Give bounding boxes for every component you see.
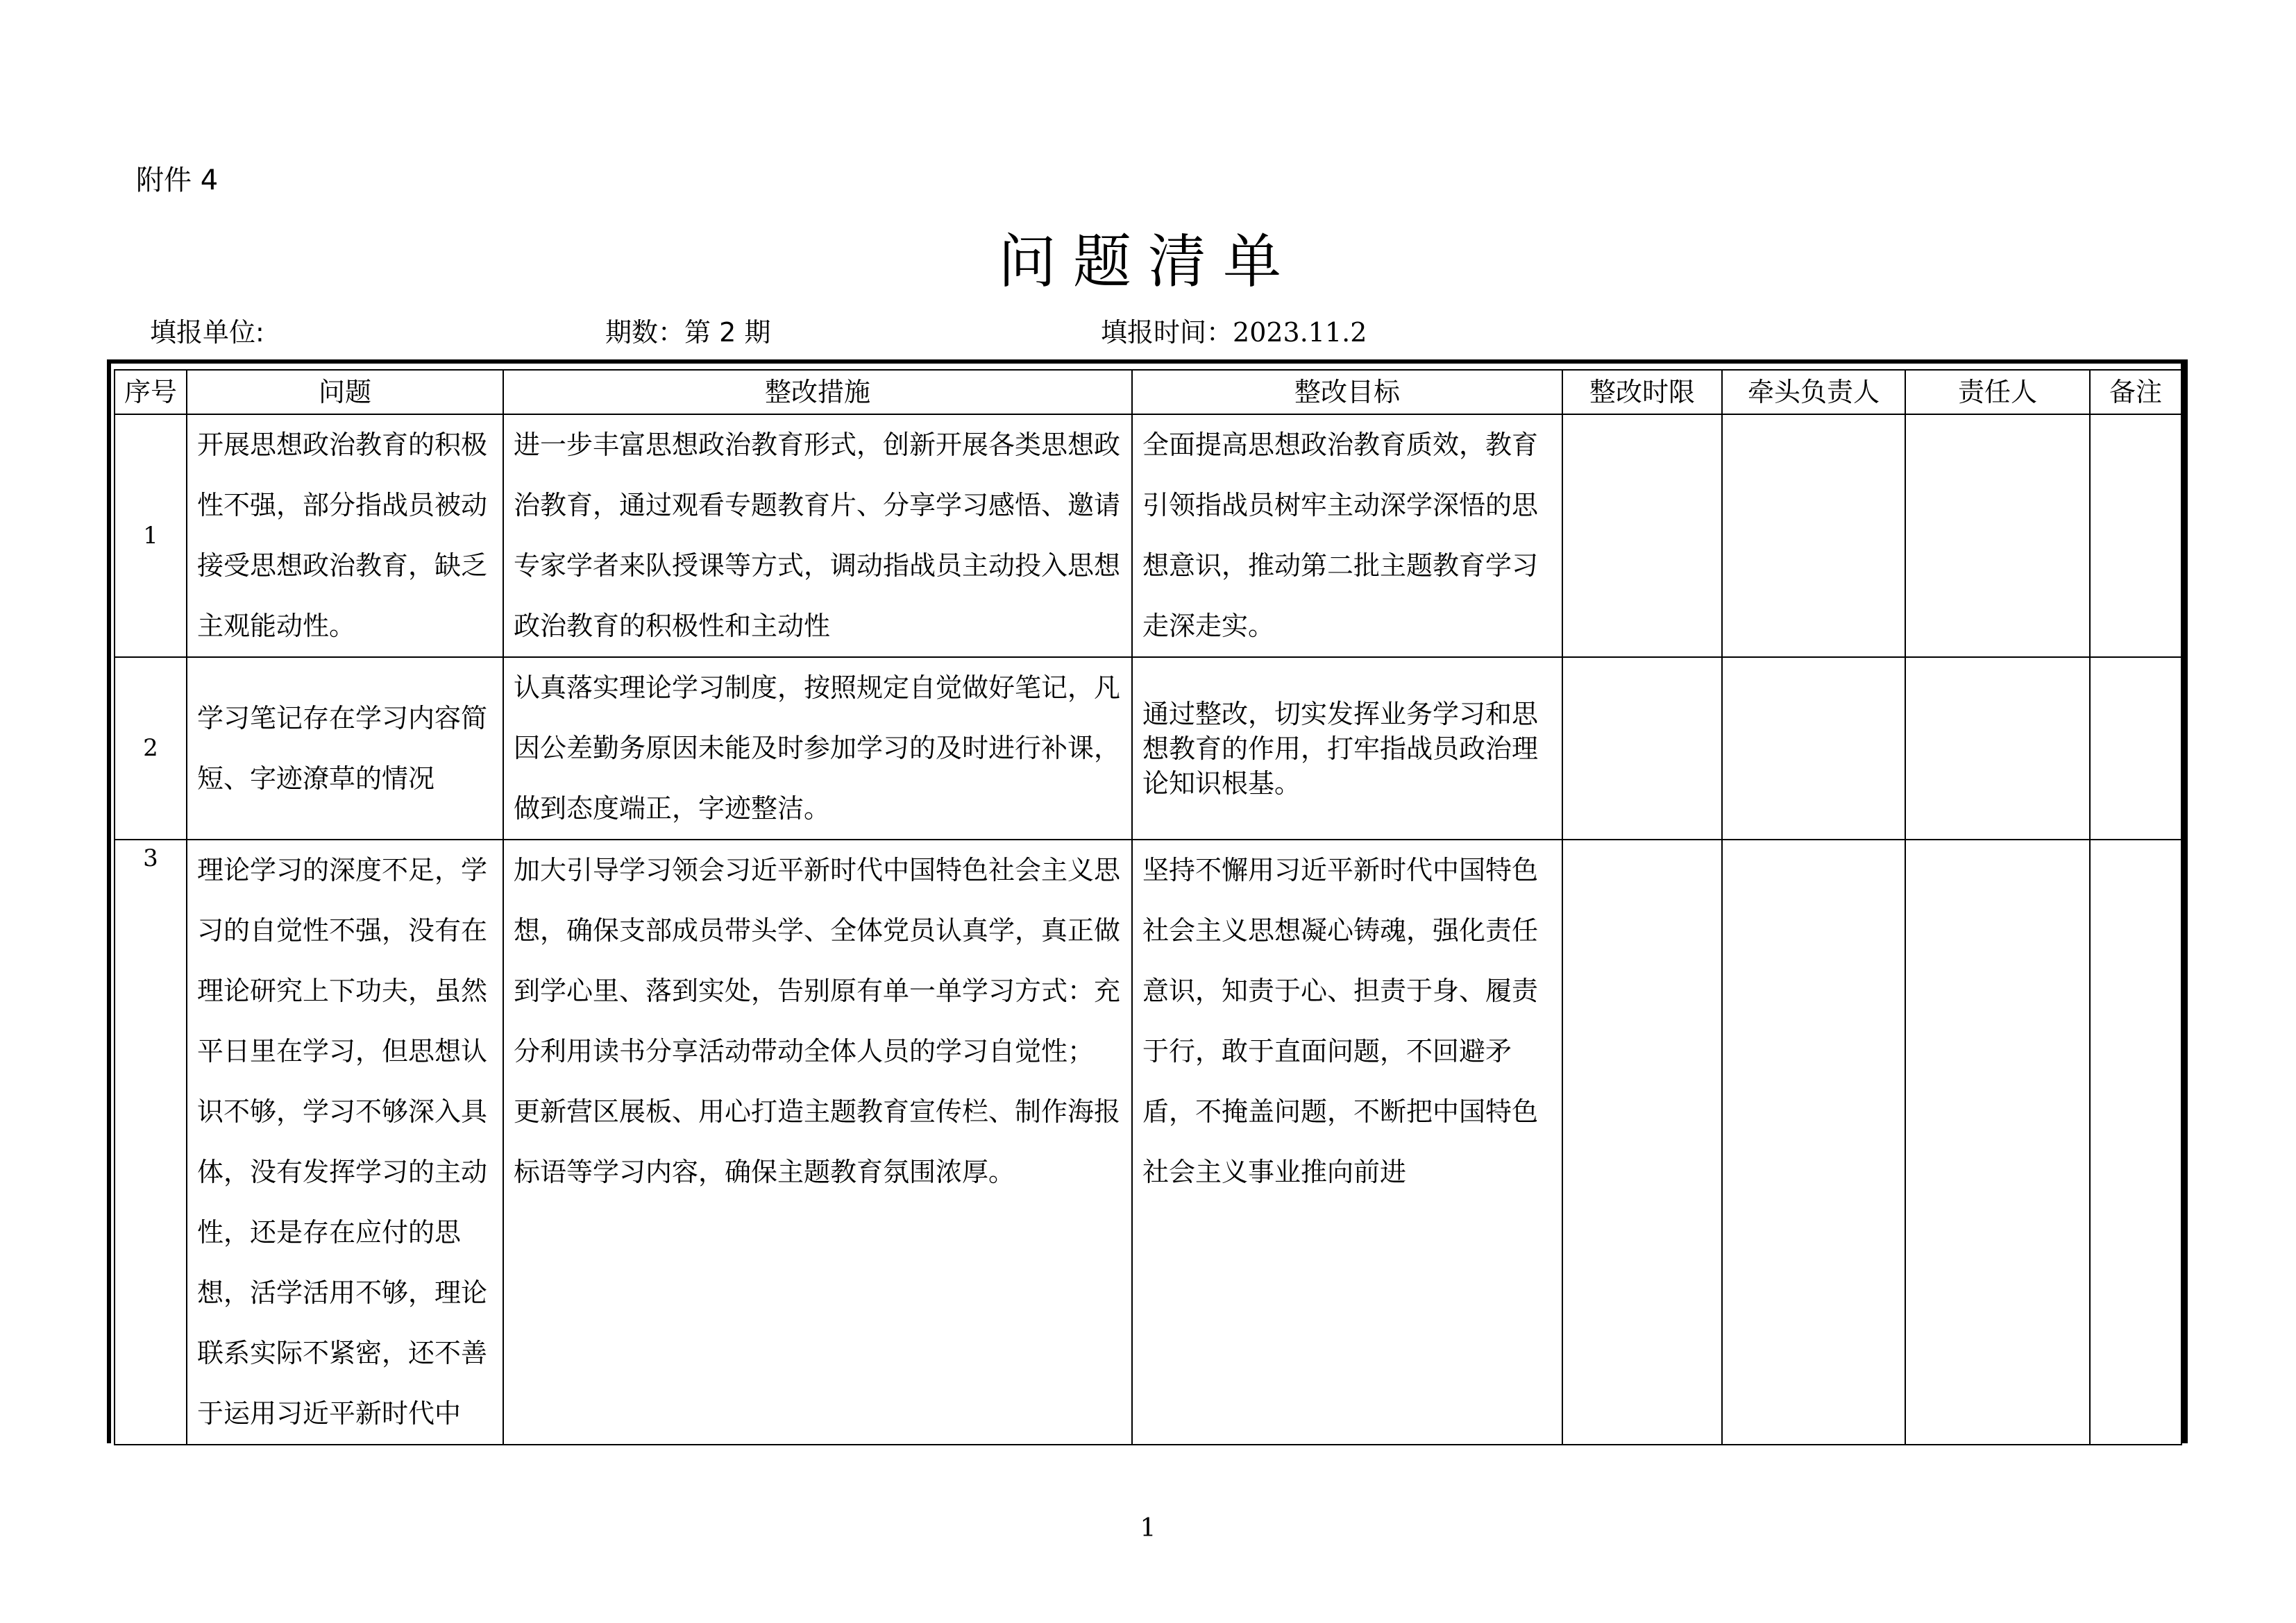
- cell-remarks: [2090, 414, 2181, 657]
- cell-seq: 2: [115, 657, 187, 840]
- header-measures: 整改措施: [503, 370, 1132, 414]
- meta-unit-label: 填报单位:: [150, 317, 264, 348]
- cell-responsible: [1905, 657, 2090, 840]
- page-number: 1: [1140, 1514, 1156, 1543]
- cell-lead: [1722, 414, 1905, 657]
- cell-measures: [503, 840, 1132, 1445]
- cell-problem: 理论学习的深度不足，学习的自觉性不强，没有在理论研究上下功夫，虽然平日里在学习，但思想认识不够，学习不够深入具体，没有发挥学习的主动性，还是存在应付的思想，活学活用不够，理论联系实际不紧密，还不善于运用习近平新时代中: [187, 840, 503, 1445]
- cell-responsible: [1905, 840, 2090, 1445]
- table-header-row: [115, 370, 2181, 414]
- header-remarks: 备注: [2090, 370, 2181, 414]
- header-deadline: 整改时限: [1562, 370, 1722, 414]
- cell-lead: [1722, 657, 1905, 840]
- cell-remarks: [2090, 840, 2181, 1445]
- attachment-label: 附件 4: [136, 164, 219, 196]
- meta-period-label: 期数：: [605, 317, 685, 348]
- meta-time-label: 填报时间：: [1101, 317, 1233, 348]
- cell-goal: 通过整改，切实发挥业务学习和思想教育的作用，打牢指战员政治理论知识根基。: [1132, 657, 1562, 840]
- meta-time: [1101, 314, 1367, 351]
- header-problem: 问题: [187, 370, 503, 414]
- header-seq: 序号: [115, 370, 187, 414]
- measures-paragraph: 更新营区展板、用心打造主题教育宣传栏、制作海报标语等学习内容，确保主题教育氛围浓厚。: [514, 1096, 1121, 1187]
- header-lead: 牵头负责人: [1722, 370, 1905, 414]
- page-title: 问题清单: [997, 228, 1298, 296]
- cell-responsible: [1905, 414, 2090, 657]
- table-row: [115, 414, 2181, 657]
- cell-goal: 全面提高思想政治教育质效，教育引领指战员树牢主动深学深悟的思想意识，推动第二批主题教育学习走深走实。: [1132, 414, 1562, 657]
- cell-problem: 开展思想政治教育的积极性不强，部分指战员被动接受思想政治教育，缺乏主观能动性。: [187, 414, 503, 657]
- cell-deadline: [1562, 657, 1722, 840]
- cell-seq: 3: [115, 840, 187, 1445]
- table-row: [115, 840, 2181, 1445]
- table-row: [115, 657, 2181, 840]
- cell-deadline: [1562, 414, 1722, 657]
- cell-problem: 学习笔记存在学习内容简短、字迹潦草的情况: [187, 657, 503, 840]
- meta-period-value: 第 2 期: [684, 317, 771, 348]
- cell-deadline: [1562, 840, 1722, 1445]
- issues-table: [114, 369, 2182, 1445]
- cell-measures: 认真落实理论学习制度，按照规定自觉做好笔记，凡因公差勤务原因未能及时参加学习的及时进行补课，做到态度端正，字迹整洁。: [503, 657, 1132, 840]
- header-goal: 整改目标: [1132, 370, 1562, 414]
- cell-goal: 坚持不懈用习近平新时代中国特色社会主义思想凝心铸魂，强化责任意识，知责于心、担责于身、履责于行，敢于直面问题，不回避矛盾，不掩盖问题，不断把中国特色社会主义事业推向前进: [1132, 840, 1562, 1445]
- header-responsible: 责任人: [1905, 370, 2090, 414]
- cell-remarks: [2090, 657, 2181, 840]
- meta-period: [605, 314, 770, 351]
- cell-measures: 进一步丰富思想政治教育形式，创新开展各类思想政治教育，通过观看专题教育片、分享学习感悟、邀请专家学者来队授课等方式，调动指战员主动投入思想政治教育的积极性和主动性: [503, 414, 1132, 657]
- measures-paragraph: 加大引导学习领会习近平新时代中国特色社会主义思想，确保支部成员带头学、全体党员认真学，真正做到学心里、落到实处，告别原有单一单学习方式：充分利用读书分享活动带动全体人员的学习自觉性；: [514, 855, 1121, 1067]
- cell-lead: [1722, 840, 1905, 1445]
- meta-time-value: 2023.11.2: [1233, 317, 1367, 348]
- cell-seq: 1: [115, 414, 187, 657]
